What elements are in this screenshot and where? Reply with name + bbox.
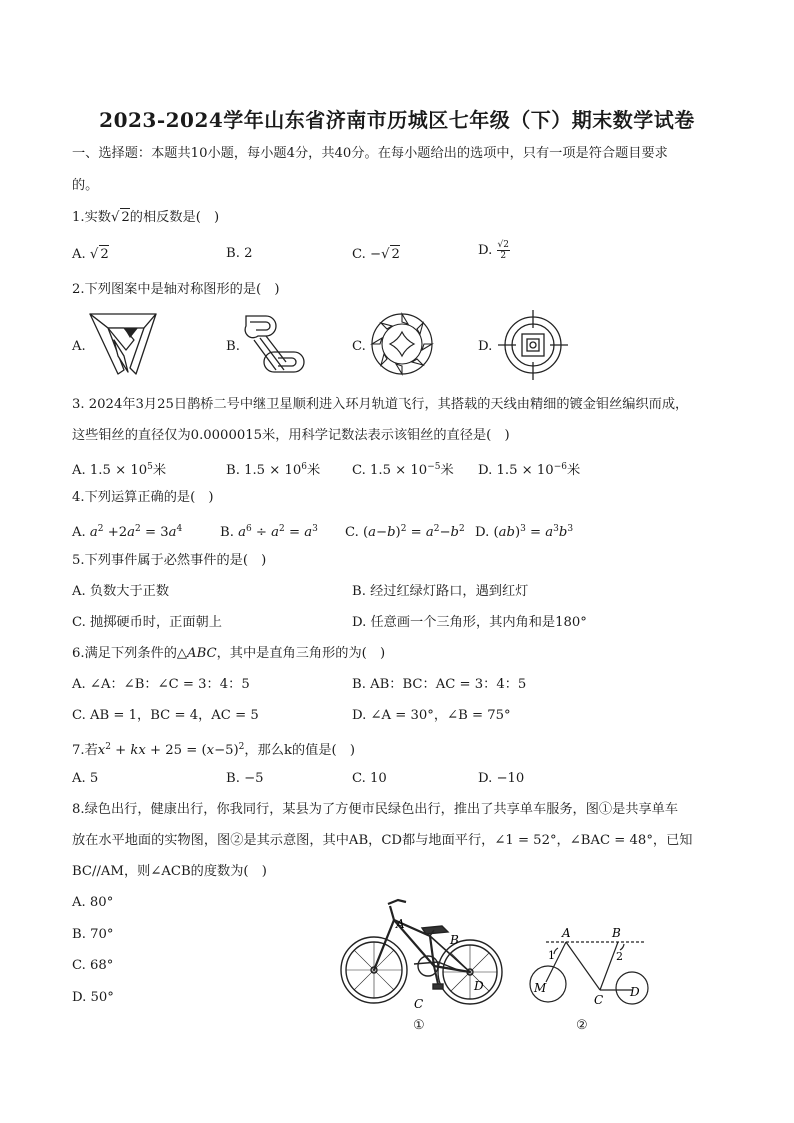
fig2-label-c: C xyxy=(594,993,604,1007)
question-7-stem: 7.若$x^2$ + kx + $25 = (x-5)^2$，那么k的值是( ) xyxy=(72,742,355,758)
question-5-option-d[interactable]: D. 任意画一个三角形，其内角和是180° xyxy=(352,615,587,630)
figure-2-caption: ② xyxy=(576,1018,588,1033)
question-2-option-c-label[interactable]: C. xyxy=(352,339,366,354)
bicycle-photo-figure xyxy=(338,896,508,1016)
fig1-label-a: A xyxy=(396,917,405,931)
question-3-option-b[interactable]: B. $1.5 \times 10^6$米 xyxy=(226,462,321,478)
fig2-label-b: B xyxy=(612,926,621,940)
question-6-option-b[interactable]: B. AB：BC：AC = 3：4：5 xyxy=(352,677,527,692)
question-6-option-c[interactable]: C. AB = 1，BC = 4，AC = 5 xyxy=(72,708,259,723)
question-6-option-a[interactable]: A. ∠A：∠B：∠C = 3：4：5 xyxy=(72,677,250,692)
fig2-label-a: A xyxy=(562,926,571,940)
question-6-stem: 6.满足下列条件的△ABC，其中是直角三角形的为( ) xyxy=(72,646,386,661)
question-6-option-d[interactable]: D. ∠A = 30°，∠B = 75° xyxy=(352,708,511,723)
question-4-option-a[interactable]: A. $a^2 +2a^2 = 3a^4$ xyxy=(72,524,183,540)
fraction: $\frac{√2}{2}$ xyxy=(497,240,509,261)
question-3-option-d[interactable]: D. $1.5 \times 10^{-6}$米 xyxy=(478,462,581,478)
question-1-stem: 1.实数√ 2的相反数是( ) xyxy=(72,210,220,225)
question-4-option-d[interactable]: D. $(ab)^3 = a^3b^3$ xyxy=(475,524,574,540)
question-3-option-a[interactable]: A. $1.5 \times 10^5$米 xyxy=(72,462,167,478)
fig2-label-angle2: 2 xyxy=(616,950,623,963)
question-4-option-b[interactable]: B. $a^6 \div a^2 = a^3$ xyxy=(220,524,318,540)
pattern-b-figure xyxy=(240,312,300,376)
question-8-option-b[interactable]: B. 70° xyxy=(72,927,114,942)
question-8-option-c[interactable]: C. 68° xyxy=(72,958,114,973)
bicycle-schematic-figure xyxy=(520,924,660,1014)
question-7-option-c[interactable]: C. 10 xyxy=(352,771,387,786)
question-2-option-a-label[interactable]: A. xyxy=(72,339,86,354)
fig2-label-d: D xyxy=(630,985,640,999)
fig1-label-d: D xyxy=(474,979,484,993)
question-7-option-d[interactable]: D. −10 xyxy=(478,771,525,786)
pattern-a-figure xyxy=(88,310,158,376)
question-4-option-c[interactable]: C. $(a-b)^2 = a^2-b^2$ xyxy=(345,524,465,540)
question-1-option-d[interactable]: D. $\frac{√2}{2}$ xyxy=(478,240,509,261)
question-1-option-b[interactable]: B. 2 xyxy=(226,246,253,261)
question-1-option-c[interactable]: C. −√ 2 xyxy=(352,247,400,262)
question-3-stem-line1: 3. 2024年3月25日鹊桥二号中继卫星顺利进入环月轨道飞行，其搭载的天线由精细的镀金钼丝编织而成， xyxy=(72,397,689,412)
question-7-option-b[interactable]: B. −5 xyxy=(226,771,264,786)
question-2-stem: 2.下列图案中是轴对称图形的是( ) xyxy=(72,282,280,297)
fig2-label-m: M xyxy=(534,981,547,995)
question-8-stem-line3: BC//AM，则∠ACB的度数为( ) xyxy=(72,864,267,879)
question-5-option-b[interactable]: B. 经过红绿灯路口，遇到红灯 xyxy=(352,584,529,599)
section-instructions-line1: 一、选择题：本题共10小题，每小题4分，共40分。在每小题给出的选项中，只有一项是符合题目要求 xyxy=(72,146,668,161)
fig1-label-c: C xyxy=(414,997,424,1011)
fig1-label-b: B xyxy=(450,933,459,947)
question-5-stem: 5.下列事件属于必然事件的是( ) xyxy=(72,553,267,568)
question-5-option-c[interactable]: C. 抛掷硬币时，正面朝上 xyxy=(72,615,222,630)
question-2-option-d-label[interactable]: D. xyxy=(478,339,493,354)
question-8-option-a[interactable]: A. 80° xyxy=(72,895,114,910)
figure-1-caption: ① xyxy=(413,1018,425,1033)
question-8-stem-line1: 8.绿色出行，健康出行，你我同行，某县为了方便市民绿色出行，推出了共享单车服务，图①是共享单车 xyxy=(72,802,679,817)
fig2-label-angle1: 1 xyxy=(548,949,555,962)
question-8-option-d[interactable]: D. 50° xyxy=(72,990,114,1005)
pattern-d-figure xyxy=(496,308,570,382)
question-3-option-c[interactable]: C. $1.5 \times 10^{-5}$米 xyxy=(352,462,454,478)
pattern-c-figure xyxy=(368,310,436,378)
page-title: 2023-2024学年山东省济南市历城区七年级（下）期末数学试卷 xyxy=(99,108,695,132)
question-1-option-a[interactable]: A. √ 2 xyxy=(72,247,109,262)
question-5-option-a[interactable]: A. 负数大于正数 xyxy=(72,584,170,599)
question-8-stem-line2: 放在水平地面的实物图，图②是其示意图，其中AB，CD都与地面平行，∠1 = 52°，∠BAC = 48°，已知 xyxy=(72,833,693,848)
question-7-option-a[interactable]: A. 5 xyxy=(72,771,99,786)
question-3-stem-line2: 这些钼丝的直径仅为0.0000015米，用科学记数法表示该钼丝的直径是( ) xyxy=(72,428,510,443)
question-2-option-b-label[interactable]: B. xyxy=(226,339,240,354)
question-4-stem: 4.下列运算正确的是( ) xyxy=(72,490,214,505)
section-instructions-line2: 的。 xyxy=(72,178,99,193)
